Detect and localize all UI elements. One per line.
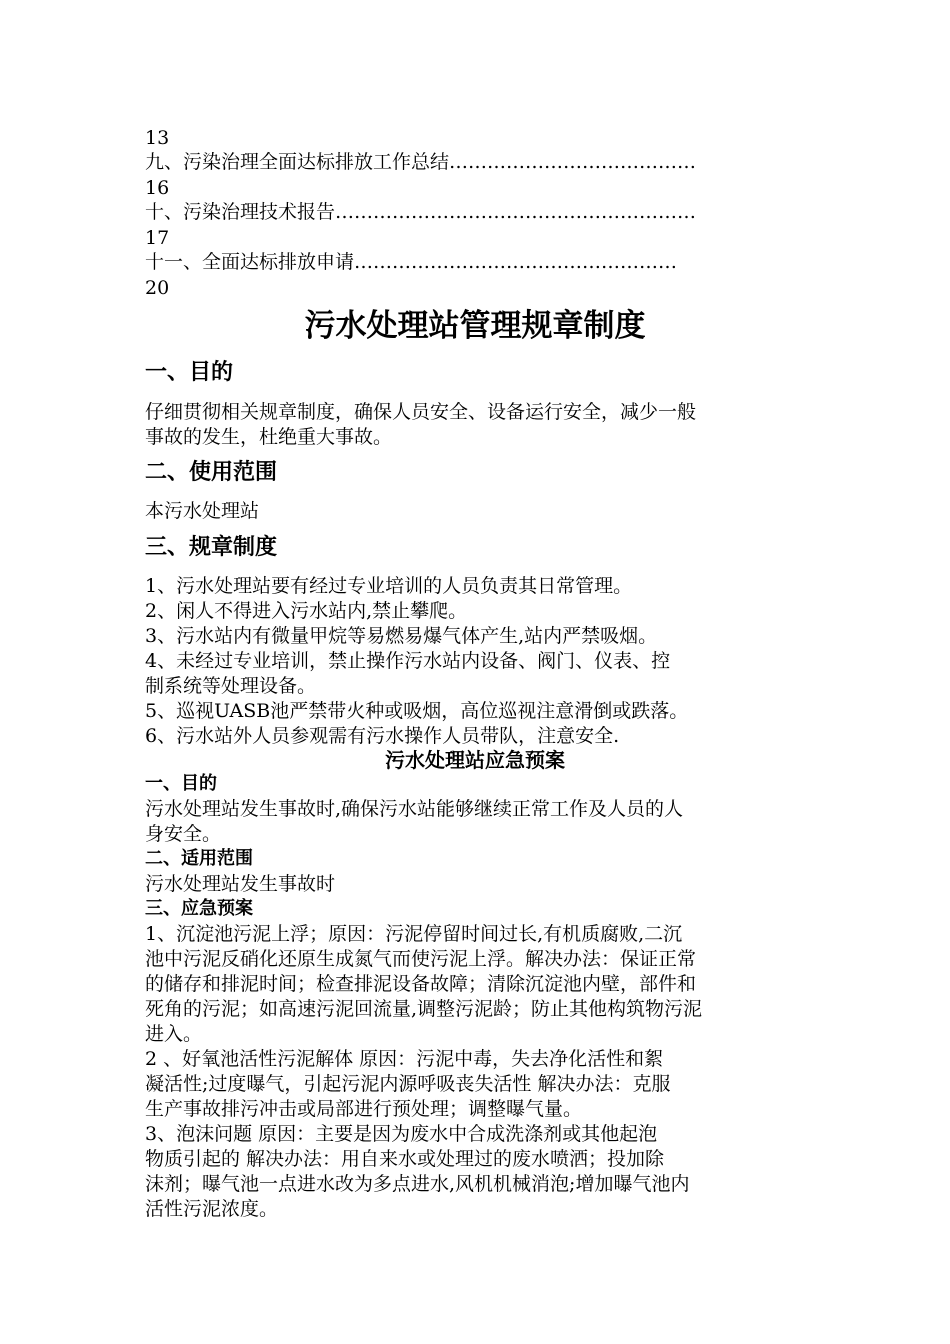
paragraph-line: 物质引起的 解决办法：用自来水或处理过的废水喷洒；投加除 <box>145 1148 665 1170</box>
paragraph-line: 进入。 <box>145 1023 203 1045</box>
section-heading: 三、规章制度 <box>145 535 278 560</box>
paragraph-line: 1、沉淀池污泥上浮；原因：污泥停留时间过长,有机质腐败,二沉 <box>145 923 683 945</box>
rule-item: 4、未经过专业培训，禁止操作污水站内设备、阀门、仪表、控 <box>145 650 671 672</box>
toc-entry: 九、污染治理全面达标排放工作总结………………………………… <box>145 151 697 173</box>
paragraph-line: 活性污泥浓度。 <box>145 1198 279 1220</box>
toc-entry: 十一、全面达标排放申请…………………………………………… <box>145 251 678 273</box>
paragraph-line: 凝活性;过度曝气，引起污泥内源呼吸丧失活性 解决办法：克服 <box>145 1073 671 1095</box>
section-heading: 一、目的 <box>145 773 217 794</box>
paragraph-line: 沫剂；曝气池一点进水改为多点进水,风机机械消泡;增加曝气池内 <box>145 1173 690 1195</box>
section-heading: 三、应急预案 <box>145 898 253 919</box>
toc-entry: 十、污染治理技术报告………………………………………………… <box>145 201 697 223</box>
paragraph-line: 本污水处理站 <box>145 500 260 522</box>
paragraph-line: 事故的发生，杜绝重大事故。 <box>145 426 393 448</box>
paragraph-line: 身安全。 <box>145 823 222 845</box>
rule-item: 3、污水站内有微量甲烷等易燃易爆气体产生,站内严禁吸烟。 <box>145 625 658 647</box>
rule-item: 2、闲人不得进入污水站内,禁止攀爬。 <box>145 600 468 622</box>
toc-page-number: 20 <box>145 277 170 299</box>
paragraph-line: 污水处理站发生事故时 <box>145 873 336 895</box>
section-heading: 一、目的 <box>145 360 234 385</box>
section-heading: 二、使用范围 <box>145 460 278 485</box>
paragraph-line: 3、泡沫问题 原因：主要是因为废水中合成洗涤剂或其他起泡 <box>145 1123 658 1145</box>
paragraph-line: 仔细贯彻相关规章制度，确保人员安全、设备运行安全，减少一般 <box>145 401 697 423</box>
paragraph-line: 生产事故排污冲击或局部进行预处理；调整曝气量。 <box>145 1098 583 1120</box>
paragraph-line: 的储存和排泥时间；检查排泥设备故障；清除沉淀池内壁，部件和 <box>145 973 697 995</box>
rule-item: 制系统等处理设备。 <box>145 675 317 697</box>
toc-page-number: 17 <box>145 227 170 249</box>
rule-item: 1、污水处理站要有经过专业培训的人员负责其日常管理。 <box>145 575 633 597</box>
toc-page-number: 16 <box>145 177 170 199</box>
rule-item: 5、巡视UASB池严禁带火种或吸烟，高位巡视注意滑倒或跌落。 <box>145 700 689 722</box>
paragraph-line: 池中污泥反硝化还原生成氮气而使污泥上浮。解决办法：保证正常 <box>145 948 697 970</box>
subtitle: 污水处理站应急预案 <box>385 748 565 772</box>
page-title: 污水处理站管理规章制度 <box>304 308 646 344</box>
toc-page-number: 13 <box>145 127 170 149</box>
paragraph-line: 2 、好氧池活性污泥解体 原因：污泥中毒，失去净化活性和絮 <box>145 1048 664 1070</box>
section-heading: 二、适用范围 <box>145 848 253 869</box>
paragraph-line: 污水处理站发生事故时,确保污水站能够继续正常工作及人员的人 <box>145 798 684 820</box>
rule-item: 6、污水站外人员参观需有污水操作人员带队，注意安全. <box>145 725 620 747</box>
paragraph-line: 死角的污泥；如高速污泥回流量,调整污泥龄；防止其他构筑物污泥 <box>145 998 703 1020</box>
